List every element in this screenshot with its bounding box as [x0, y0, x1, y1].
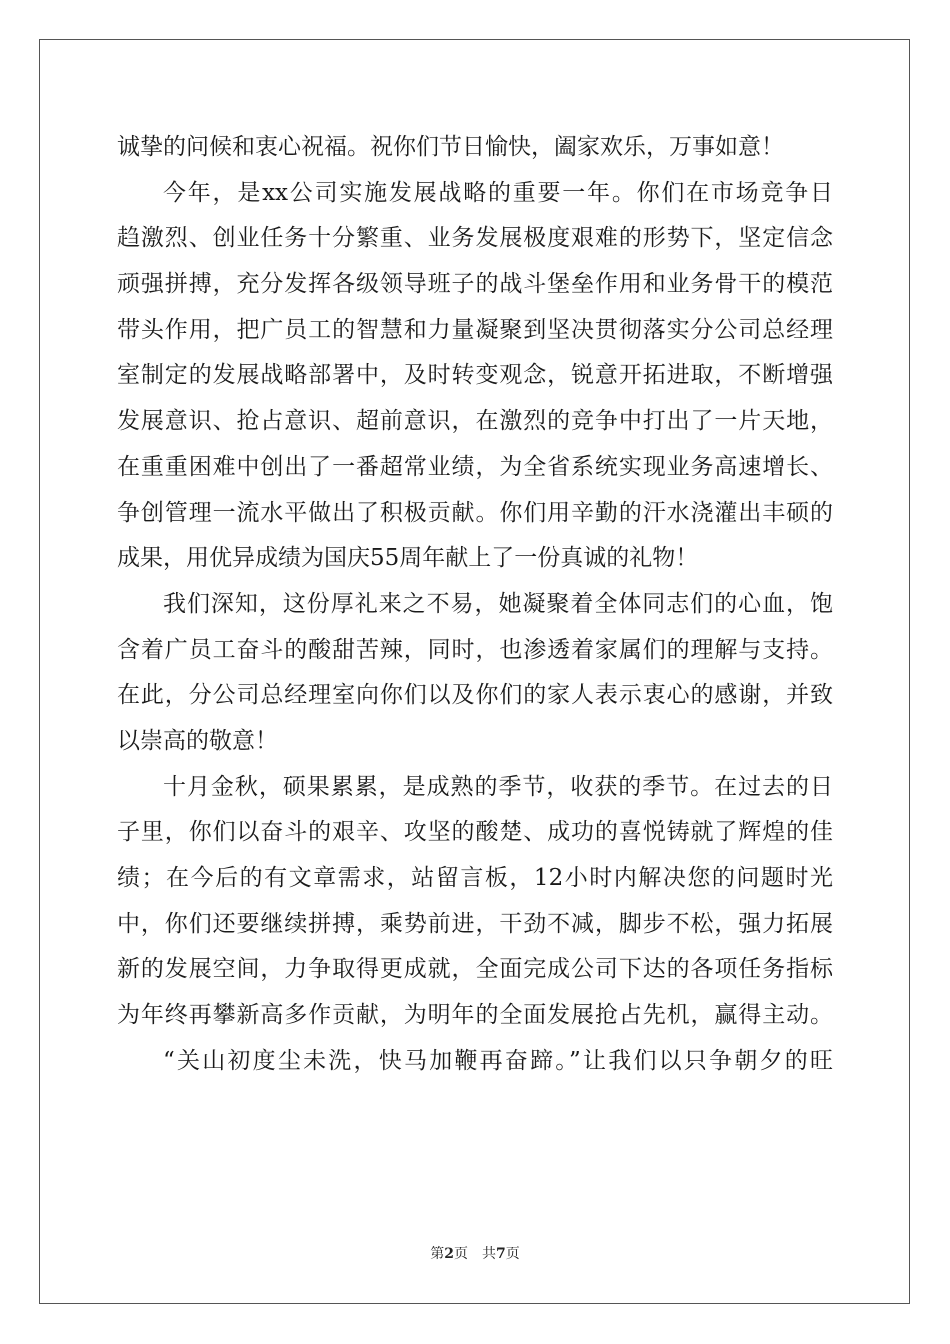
text-line: 室制定的发展战略部署中，及时转变观念，锐意开拓进取，不断增强	[117, 362, 833, 389]
page-number-suffix: 页	[454, 1246, 468, 1262]
text-line: 子里，你们以奋斗的艰辛、攻坚的酸楚、成功的喜悦铸就了辉煌的佳	[117, 819, 833, 846]
total-pages-suffix: 页	[505, 1246, 520, 1262]
text-line: 我们深知，这份厚礼来之不易，她凝聚着全体同志们的心血，饱	[163, 590, 833, 617]
text-line: 在重重困难中创出了一番超常业绩，为全省系统实现业务高速增长、	[117, 453, 833, 480]
text-line: 含着广员工奋斗的酸甜苦辣，同时，也渗透着家属们的理解与支持。	[117, 636, 833, 663]
total-pages-prefix: 共	[482, 1246, 496, 1262]
text-line: 顽强拼搏，充分发挥各级领导班子的战斗堡垒作用和业务骨干的模范	[117, 271, 833, 298]
text-line: 带头作用，把广员工的智慧和力量凝聚到坚决贯彻落实分公司总经理	[117, 316, 833, 343]
text-line: 十月金秋，硕果累累，是成熟的季节，收获的季节。在过去的日	[163, 773, 833, 800]
text-line: 为年终再攀新高多作贡献，为明年的全面发展抢占先机，赢得主动。	[117, 1002, 833, 1029]
text-line: 中，你们还要继续拼搏，乘势前进，干劲不减，脚步不松，强力拓展	[117, 910, 833, 937]
text-line: 趋激烈、创业任务十分繁重、业务发展极度艰难的形势下，坚定信念	[117, 225, 833, 252]
page-number-prefix: 第	[430, 1246, 445, 1262]
text-line: 新的发展空间，力争取得更成就，全面完成公司下达的各项任务指标	[117, 956, 833, 983]
page-footer	[0, 1243, 950, 1263]
text-line: 以崇高的敬意！	[117, 727, 278, 754]
text-line: 争创管理一流水平做出了积极贡献。你们用辛勤的汗水浇灌出丰硕的	[117, 499, 833, 526]
text-line: 今年，是xx公司实施发展战略的重要一年。你们在市场竞争日	[163, 179, 833, 206]
text-line: “关山初度尘未洗，快马加鞭再奋蹄。”让我们以只争朝夕的旺	[163, 1047, 833, 1074]
text-line: 诚挚的问候和衷心祝福。祝你们节日愉快，阖家欢乐，万事如意！	[117, 134, 784, 160]
document-body	[117, 125, 833, 1084]
text-line: 成果，用优异成绩为国庆55周年献上了一份真诚的礼物！	[117, 545, 699, 572]
text-line: 发展意识、抢占意识、超前意识，在激烈的竞争中打出了一片天地，	[117, 408, 833, 435]
total-pages-count: 7	[496, 1246, 506, 1262]
text-line: 在此，分公司总经理室向你们以及你们的家人表示衷心的感谢，并致	[117, 682, 833, 709]
page-number-current: 2	[444, 1246, 454, 1262]
text-line: 绩；在今后的有文章需求，站留言板，12小时内解决您的问题时光	[117, 865, 833, 891]
